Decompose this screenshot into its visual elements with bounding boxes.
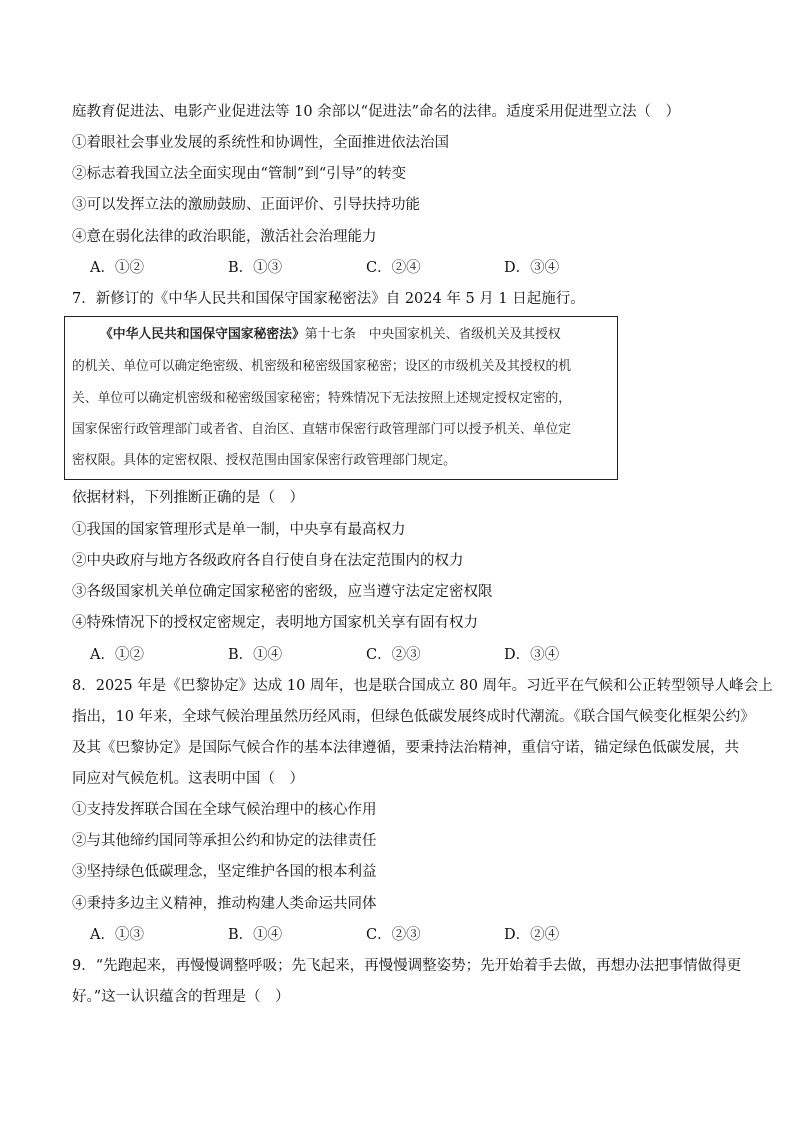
q7-option-c[interactable]: C．②③ [366,647,421,663]
q7-material-line-1-text: 第十七条 中央国家机关、省级机关及其授权 [304,327,561,342]
q9-stem-line-2: 好。”这一认识蕴含的哲理是（ ） [72,989,290,1005]
q7-material-line-5: 密权限。具体的定密权限、授权范围由国家保密行政管理部门规定。 [72,453,456,468]
q8-stem-line-2: 指出，10 年来，全球气候治理虽然历经风雨，但绿色低碳发展终成时代潮流。《联合国气候变化框架公约》 [72,709,755,725]
q6-statement-3: ③可以发挥立法的激励鼓励、正面评价、引导扶持功能 [72,197,420,213]
q7-material-title: 《中华人民共和国保守国家秘密法》 [100,327,305,342]
q7-statement-3: ③各级国家机关单位确定国家秘密的密级，应当遵守法定定密权限 [72,584,493,600]
q8-option-c[interactable]: C．②③ [366,927,421,943]
q7-material-line-1 [100,326,561,344]
q8-statement-2: ②与其他缔约国同等承担公约和协定的法律责任 [72,833,377,849]
q6-options [90,258,642,278]
q6-statement-2: ②标志着我国立法全面实现由“管制”到“引导”的转变 [72,166,407,182]
q6-option-c[interactable]: C．②④ [366,260,421,276]
q8-statement-3: ③坚持绿色低碳理念，坚定维护各国的根本利益 [72,864,377,880]
q8-statement-4: ④秉持多边主义精神，推动构建人类命运共同体 [72,896,377,912]
q7-option-a[interactable]: A．①② [90,647,144,663]
q6-option-d[interactable]: D．③④ [504,260,560,276]
q6-option-a[interactable]: A．①② [90,260,144,276]
q8-option-d[interactable]: D．②④ [504,927,560,943]
q8-stem-line-1: 8．2025 年是《巴黎协定》达成 10 周年，也是联合国成立 80 周年。习近平在气候和公正转型领导人峰会上 [72,678,773,694]
q6-statement-4: ④意在弱化法律的政治职能，激活社会治理能力 [72,229,377,245]
q8-stem-line-4: 同应对气候危机。这表明中国（ ） [72,771,304,787]
q8-stem-line-3: 及其《巴黎协定》是国际气候合作的基本法律遵循，要秉持法治精神，重信守诺，锚定绿色低碳发展，共 [72,740,739,756]
q9-stem-line-1: 9．“先跑起来，再慢慢调整呼吸；先飞起来，再慢慢调整姿势；先开始着手去做，再想办法把事情做得更 [72,958,742,974]
q8-options [90,925,642,945]
q7-statement-2: ②中央政府与地方各级政府各自行使自身在法定范围内的权力 [72,553,464,569]
q7-material-line-3: 关、单位可以确定机密级和秘密级国家秘密；特殊情况下无法按照上述规定授权定密的， [72,391,572,406]
q8-option-a[interactable]: A．①③ [90,927,144,943]
q7-stem: 7．新修订的《中华人民共和国保守国家秘密法》自 2024 年 5 月 1 日起施行。 [72,291,585,307]
q7-question: 依据材料，下列推断正确的是（ ） [72,490,304,506]
q8-option-b[interactable]: B．①④ [228,927,283,943]
q6-stem-line: 庭教育促进法、电影产业促进法等 10 余部以“促进法”命名的法律。适度采用促进型立法（ ） [72,104,680,120]
q7-material-line-2: 的机关、单位可以确定绝密级、机密级和秘密级国家秘密；设区的市级机关及其授权的机 [72,359,572,374]
q7-statement-1: ①我国的国家管理形式是单一制，中央享有最高权力 [72,522,406,538]
q6-option-b[interactable]: B．①③ [228,260,283,276]
q8-statement-1: ①支持发挥联合国在全球气候治理中的核心作用 [72,802,377,818]
q6-statement-1: ①着眼社会事业发展的系统性和协调性，全面推进依法治国 [72,135,449,151]
q7-material-line-4: 国家保密行政管理部门或者省、自治区、直辖市保密行政管理部门可以授予机关、单位定 [72,422,572,437]
q7-option-d[interactable]: D．③④ [504,647,560,663]
q7-statement-4: ④特殊情况下的授权定密规定，表明地方国家机关享有固有权力 [72,615,478,631]
q7-option-b[interactable]: B．①④ [228,647,283,663]
q7-options [90,645,642,665]
